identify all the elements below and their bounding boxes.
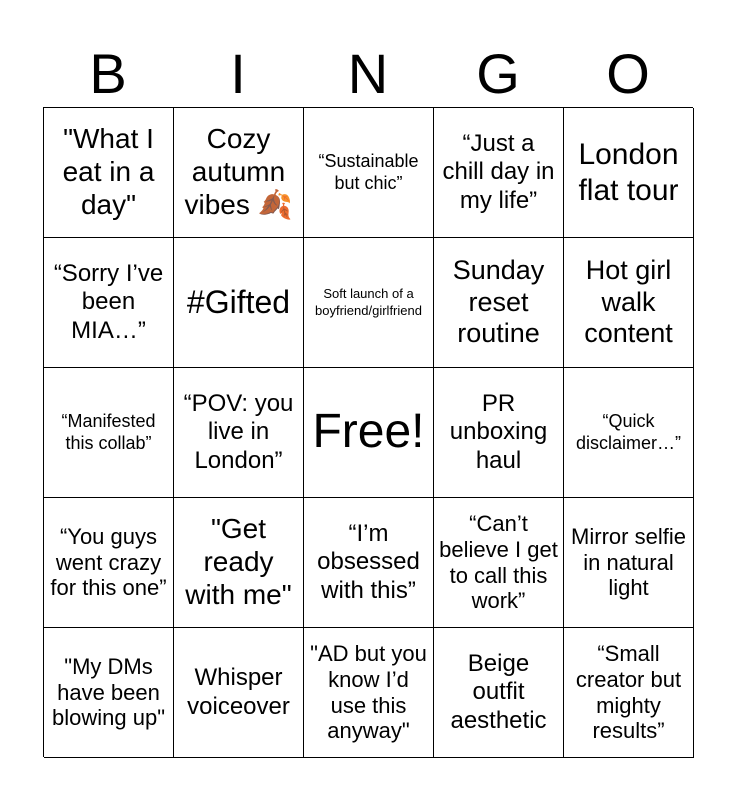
bingo-cell[interactable]: Soft launch of a boyfriend/girlfriend xyxy=(304,238,434,368)
bingo-cell[interactable]: #Gifted xyxy=(174,238,304,368)
bingo-cell[interactable]: Sunday reset routine xyxy=(434,238,564,368)
free-space-cell[interactable]: Free! xyxy=(304,368,434,498)
bingo-cell[interactable]: “I’m obsessed with this” xyxy=(304,498,434,628)
bingo-header xyxy=(43,40,693,108)
bingo-cell[interactable]: “Small creator but mighty results” xyxy=(564,628,694,758)
bingo-cell[interactable]: “Manifested this collab” xyxy=(44,368,174,498)
bingo-cell[interactable]: “Sustainable but chic” xyxy=(304,108,434,238)
header-letter-n: N xyxy=(347,42,389,105)
bingo-cell[interactable]: Whisper voiceover xyxy=(174,628,304,758)
bingo-cell[interactable]: “POV: you live in London” xyxy=(174,368,304,498)
bingo-cell[interactable]: "What I eat in a day" xyxy=(44,108,174,238)
bingo-cell[interactable]: “Just a chill day in my life” xyxy=(434,108,564,238)
bingo-cell[interactable]: Hot girl walk content xyxy=(564,238,694,368)
header-letter-i: I xyxy=(230,42,246,105)
bingo-cell[interactable]: "Get ready with me" xyxy=(174,498,304,628)
bingo-cell[interactable]: “Can’t believe I get to call this work” xyxy=(434,498,564,628)
bingo-cell[interactable]: Beige outfit aesthetic xyxy=(434,628,564,758)
header-letter-g: G xyxy=(476,42,520,105)
bingo-cell[interactable]: "My DMs have been blowing up" xyxy=(44,628,174,758)
bingo-cell[interactable]: PR unboxing haul xyxy=(434,368,564,498)
bingo-cell[interactable]: “Quick disclaimer…” xyxy=(564,368,694,498)
bingo-cell[interactable]: Mirror selfie in natural light xyxy=(564,498,694,628)
bingo-grid xyxy=(43,107,693,757)
bingo-cell[interactable]: "AD but you know I’d use this anyway" xyxy=(304,628,434,758)
header-letter-o: O xyxy=(606,42,650,105)
bingo-cell[interactable]: London flat tour xyxy=(564,108,694,238)
bingo-cell[interactable]: Cozy autumn vibes 🍂 xyxy=(174,108,304,238)
header-letter-b: B xyxy=(89,42,127,105)
bingo-cell[interactable]: “You guys went crazy for this one” xyxy=(44,498,174,628)
bingo-cell[interactable]: “Sorry I’ve been MIA…” xyxy=(44,238,174,368)
